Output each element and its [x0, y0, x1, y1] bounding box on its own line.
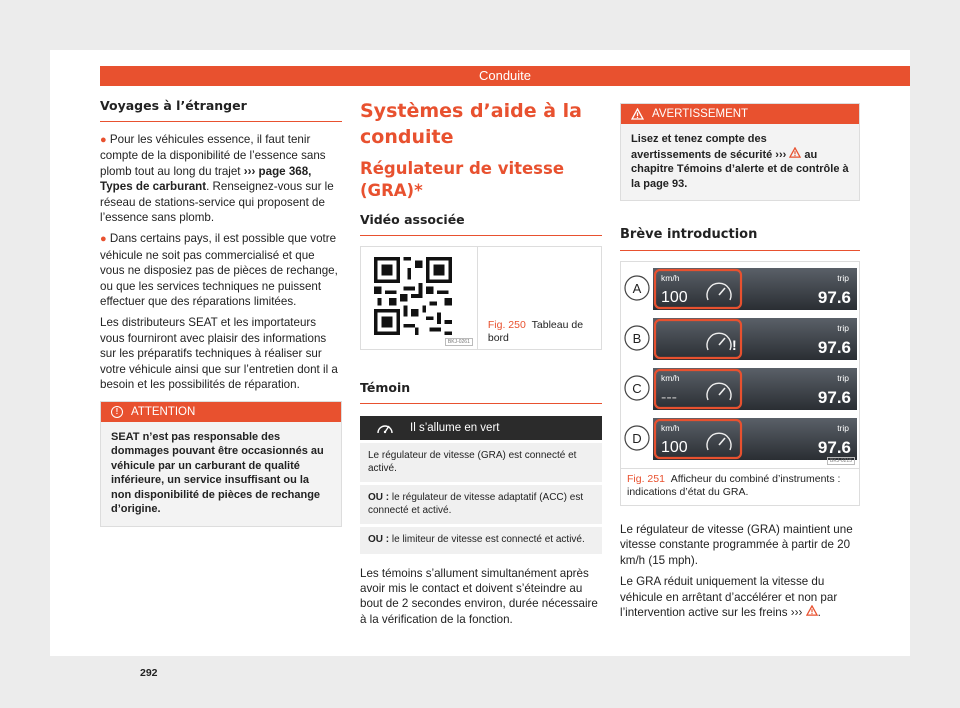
paragraph-parts: ● Dans certains pays, il est possible que votre véhicule ne soit pas commercialisé et que vous ne disposiez pas de pièces de rechange, ou que les services techniques ne puissent effectuer que des réparations limitées.	[100, 232, 338, 309]
set-speed: ---	[661, 389, 677, 406]
panel-letter: C	[632, 381, 642, 396]
page-reference-link[interactable]: ››› page 368, Types de carburant	[100, 164, 312, 194]
speed-unit: km/h	[661, 273, 680, 283]
trip-value: 97.6	[817, 288, 851, 307]
section-title-travel: Voyages à l’étranger	[100, 98, 342, 122]
running-header: Conduite	[100, 66, 910, 86]
video-title: Vidéo associée	[360, 212, 602, 236]
trip-label: trip	[837, 323, 849, 333]
panel-letter: A	[632, 281, 642, 296]
figure-250-caption: Fig. 250 Tableau de bord	[487, 319, 584, 344]
set-speed: 100	[661, 439, 688, 456]
cluster-panel-d	[625, 418, 857, 460]
right-column	[620, 98, 860, 626]
chapter-title: Systèmes d’aide à la conduite	[360, 100, 582, 148]
paragraph-unleaded: ● Pour les véhicules essence, il faut tenir compte de la disponibilité de l’essence sans plomb tout au long du trajet ››› page 368, Types de carburant. Renseignez-vous sur le réseau de stations-service qui proposent de l’essence sans plomb.	[100, 133, 334, 225]
warning-text: Lisez et tenez compte des avertissements de sécurité ››› au chapitre Témoins d’alerte et de contrôle à la page 93.	[631, 133, 849, 190]
attention-text: SEAT n’est pas responsable des dommages pouvant être occasionnés au véhicule par un carburant de qualité inférieure, un service insuffisant ou la non disponibilité de pièces de rechange d’origine.	[111, 430, 324, 515]
bullet-icon: ●	[100, 134, 107, 146]
figure-250	[360, 246, 602, 350]
panel-letter: D	[632, 431, 642, 446]
intro-title: Brève introduction	[620, 227, 860, 251]
indicator-table-header: Il s’allume en vert	[360, 416, 602, 440]
figure-251	[620, 261, 860, 469]
qr-code-frame	[361, 247, 478, 349]
page	[50, 50, 910, 679]
figure-code: BKJ-0215	[827, 457, 855, 465]
panel-letter: B	[632, 331, 642, 346]
instrument-cluster-illustration	[621, 262, 859, 468]
attention-header: ! ATTENTION	[101, 402, 341, 422]
cluster-panel-c	[625, 368, 857, 410]
warning-header: AVERTISSEMENT	[621, 104, 859, 124]
qr-code-icon[interactable]	[374, 257, 452, 335]
indicator-row-gra: Le régulateur de vitesse (GRA) est connecté et activé.	[360, 443, 602, 482]
trip-value: 97.6	[817, 338, 851, 357]
speed-unit: km/h	[661, 373, 680, 383]
page-number: 292	[140, 667, 158, 679]
speed-unit: km/h	[661, 423, 680, 433]
figure-251-caption: Fig. 251 Afficheur du combiné d’instruments : indications d’état du GRA.	[620, 469, 860, 506]
cluster-panel-b	[625, 318, 857, 360]
attention-box	[100, 401, 342, 527]
speedometer-icon	[360, 421, 410, 435]
left-column	[100, 98, 342, 527]
warning-box	[620, 103, 860, 201]
temoin-title: Témoin	[360, 380, 602, 404]
indicator-row-acc: OU : le régulateur de vitesse adaptatif (ACC) est connecté et activé.	[360, 485, 602, 524]
cluster-panel-a	[625, 268, 857, 310]
warning-triangle-icon	[631, 108, 644, 120]
exclamation-icon: !	[732, 337, 737, 353]
section-title-gra: Régulateur de vitesse (GRA)*	[360, 159, 565, 200]
set-speed: 100	[661, 289, 688, 306]
info-icon: !	[111, 406, 123, 418]
indicator-row-limiter: OU : le limiteur de vitesse est connecté et activé.	[360, 527, 602, 554]
warning-triangle-icon	[806, 605, 818, 616]
paragraph-gra-speed: Le régulateur de vitesse (GRA) maintient une vitesse constante programmée à partir de 20 km/h (15 mph).	[620, 523, 853, 567]
trip-label: trip	[837, 373, 849, 383]
warning-triangle-icon	[789, 147, 801, 158]
indicator-table	[360, 416, 602, 554]
middle-column	[360, 98, 602, 633]
paragraph-gra-brakes: Le GRA réduit uniquement la vitesse du véhicule en arrêtant d’accélérer et non par l’intervention active sur les freins ››› .	[620, 575, 838, 620]
trip-value: 97.6	[817, 388, 851, 407]
trip-label: trip	[837, 273, 849, 283]
bullet-icon: ●	[100, 233, 107, 246]
paragraph-warning-lights: Les témoins s’allument simultanément après avoir mis le contact et doivent s’éteindre au bout de 2 secondes environ, durée nécessaire à la vérification de la fonction.	[360, 566, 598, 626]
figure-code: BKJ-0261	[445, 338, 473, 346]
paragraph-dealers: Les distributeurs SEAT et les importateurs vous fourniront avec plaisir des informations sur les préparatifs techniques à réaliser sur votre véhicule ainsi que sur l’entretien dont il a besoin et les possibilités de réparation.	[100, 316, 338, 392]
trip-label: trip	[837, 423, 849, 433]
trip-value: 97.6	[817, 438, 851, 457]
